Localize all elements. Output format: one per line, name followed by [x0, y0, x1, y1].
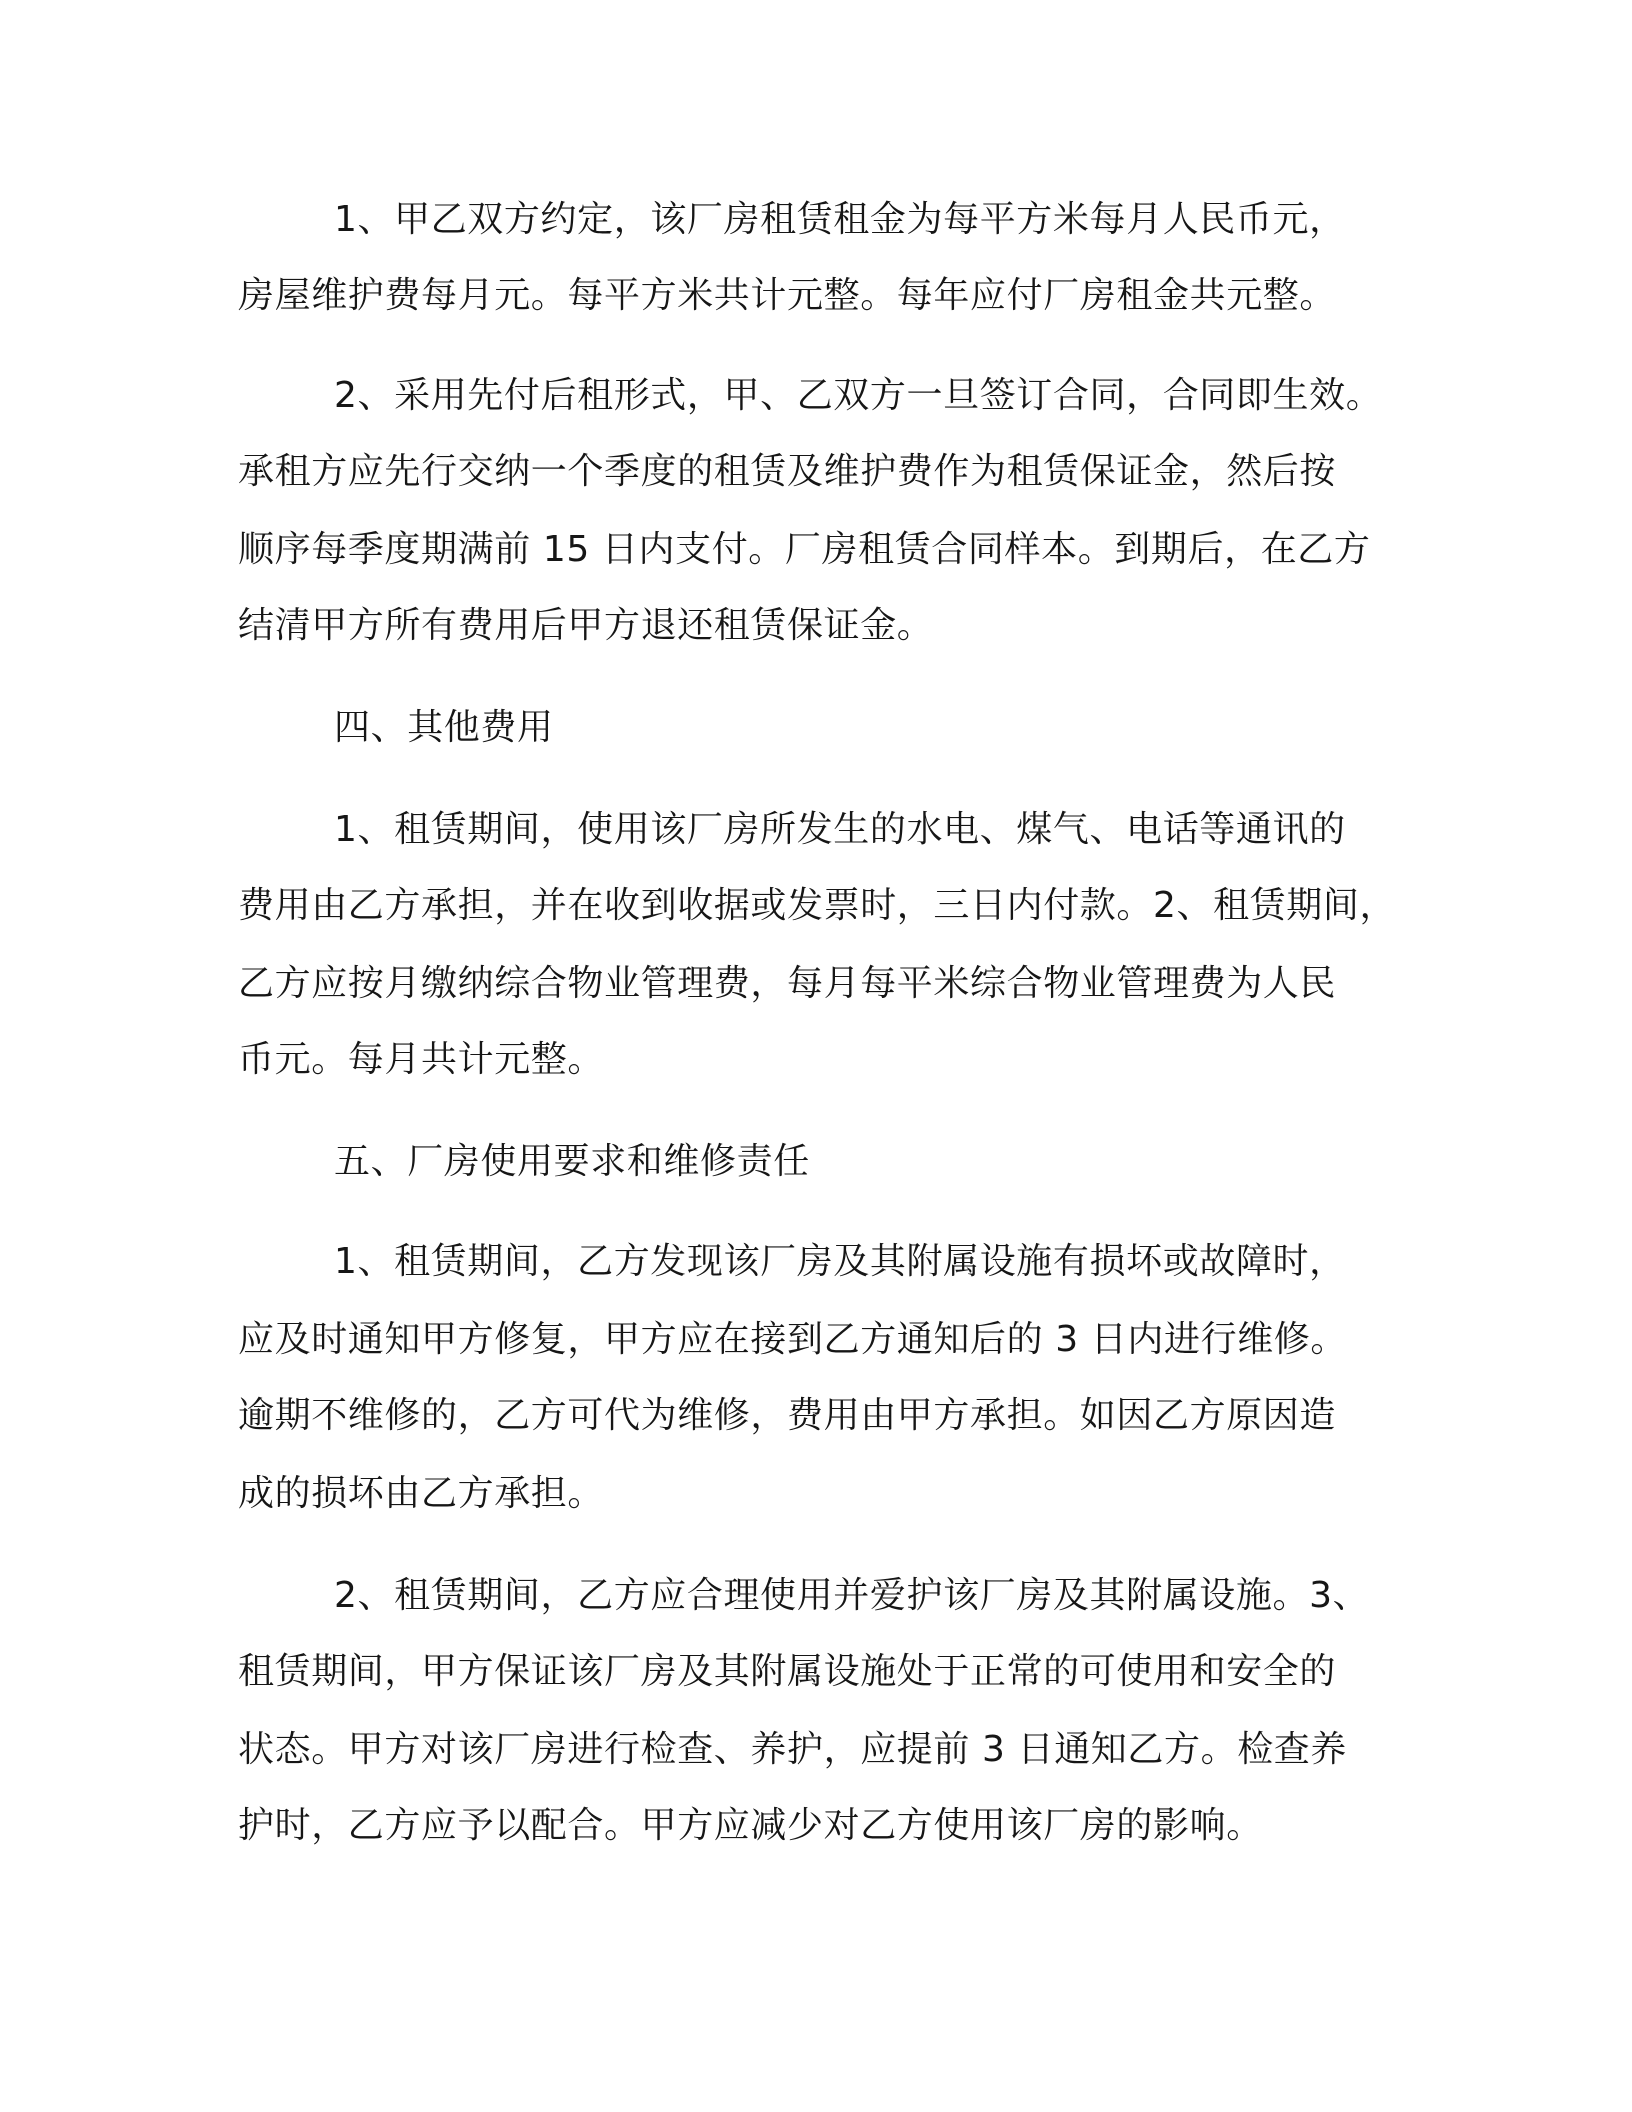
text-line: 状态。甲方对该厂房进行检查、养护，应提前 3 日通知乙方。检查养: [238, 1729, 1347, 1770]
text-line: 逾期不维修的，乙方可代为维修，费用由甲方承担。如因乙方原因造: [238, 1395, 1337, 1436]
text-line: 顺序每季度期满前 15 日内支付。厂房租赁合同样本。到期后，在乙方: [238, 529, 1371, 570]
text-line: 租赁期间，甲方保证该厂房及其附属设施处于正常的可使用和安全的: [238, 1651, 1337, 1692]
text-line: 结清甲方所有费用后甲方退还租赁保证金。: [238, 605, 934, 646]
section-heading: 五、厂房使用要求和维修责任: [334, 1141, 810, 1182]
text-line: 房屋维护费每月元。每平方米共计元整。每年应付厂房租金共元整。: [238, 275, 1337, 316]
text-line: 1、甲乙双方约定，该厂房租赁租金为每平方米每月人民币元，: [334, 199, 1346, 240]
section-heading: 四、其他费用: [334, 707, 554, 748]
text-line: 应及时通知甲方修复，甲方应在接到乙方通知后的 3 日内进行维修。: [238, 1319, 1347, 1360]
text-line: 护时，乙方应予以配合。甲方应减少对乙方使用该厂房的影响。: [238, 1805, 1263, 1846]
text-line: 币元。每月共计元整。: [238, 1039, 605, 1080]
text-line: 承租方应先行交纳一个季度的租赁及维护费作为租赁保证金，然后按: [238, 451, 1337, 492]
text-line: 1、租赁期间，乙方发现该厂房及其附属设施有损坏或故障时，: [334, 1241, 1346, 1282]
text-line: 2、采用先付后租形式，甲、乙双方一旦签订合同，合同即生效。: [334, 375, 1383, 416]
text-line: 成的损坏由乙方承担。: [238, 1473, 605, 1514]
text-line: 2、租赁期间，乙方应合理使用并爱护该厂房及其附属设施。3、: [334, 1575, 1370, 1616]
text-line: 乙方应按月缴纳综合物业管理费，每月每平米综合物业管理费为人民: [238, 963, 1337, 1004]
text-line: 费用由乙方承担，并在收到收据或发票时，三日内付款。2、租赁期间，: [238, 885, 1397, 926]
text-line: 1、租赁期间，使用该厂房所发生的水电、煤气、电话等通讯的: [334, 809, 1346, 850]
